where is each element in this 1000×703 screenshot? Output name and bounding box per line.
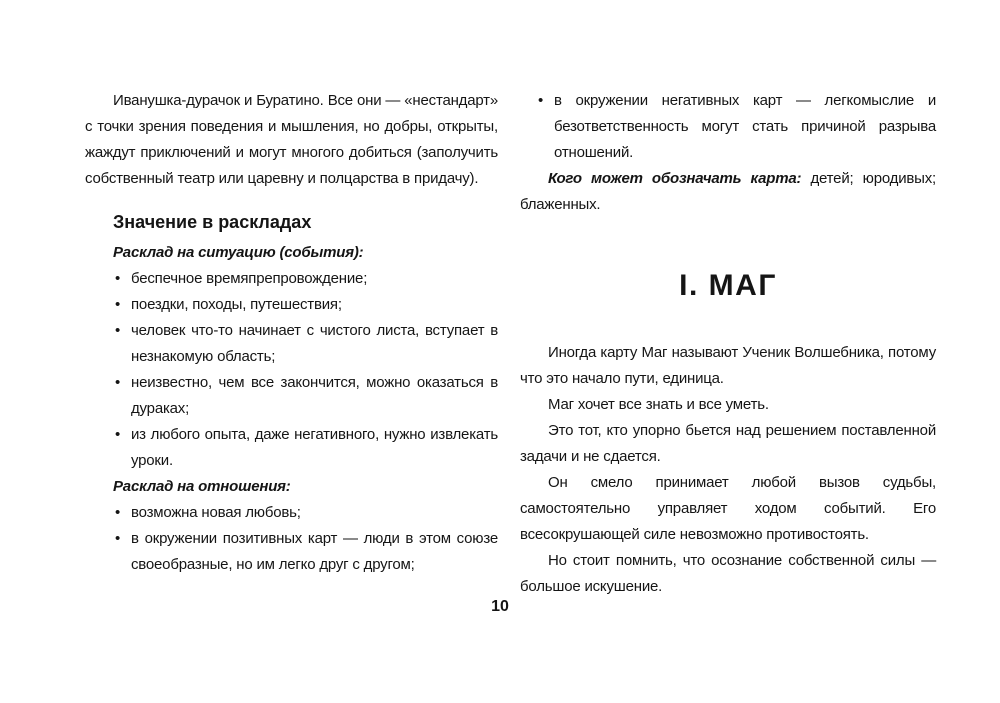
list-item	[115, 526, 498, 578]
bullet-text: беспечное времяпрепровождение;	[131, 270, 368, 287]
bullet-text: из любого опыта, даже негативного, нужно извлекать уроки.	[131, 426, 498, 469]
situation-bullet-list	[115, 266, 498, 474]
bullet-icon: •	[115, 530, 121, 547]
list-item	[115, 500, 498, 526]
bullet-icon: •	[115, 270, 121, 287]
card-meaning-paragraph	[520, 166, 936, 218]
intro-paragraph: Иванушка-дурачок и Буратино. Все они — «нестандарт» с точки зрения поведения и мышления, но добры, открыты, жаждут приключений и могут многого добиться (заполучить собственный театр или царевну и полцарства в придачу).	[85, 92, 498, 187]
bullet-text: человек что-то начинает с чистого листа, вступает в незнакомую область;	[131, 322, 498, 365]
bullet-icon: •	[538, 92, 544, 109]
chapter-paragraph: Это тот, кто упорно бьется над решением поставленной задачи и не сдается.	[520, 422, 936, 465]
card-meaning-label: Кого может обозначать карта:	[548, 170, 802, 187]
bullet-text: поездки, походы, путешествия;	[131, 296, 342, 313]
relations-bullet-list-continued	[538, 88, 936, 166]
list-item	[115, 266, 498, 292]
list-item	[115, 370, 498, 422]
list-item	[115, 318, 498, 370]
relations-bullet-list	[115, 500, 498, 578]
bullet-icon: •	[115, 426, 121, 443]
right-column	[520, 88, 936, 600]
bullet-icon: •	[115, 296, 121, 313]
bullet-text: неизвестно, чем все закончится, можно оказаться в дураках;	[131, 374, 498, 417]
bullet-icon: •	[115, 322, 121, 339]
chapter-paragraph: Иногда карту Маг называют Ученик Волшебника, потому что это начало пути, единица.	[520, 344, 936, 387]
bullet-icon: •	[115, 374, 121, 391]
page-number: 10	[491, 598, 509, 615]
card-meaning-text: детей; юродивых; блаженных.	[520, 170, 936, 213]
subheading-situation: Расклад на ситуацию (события):	[113, 244, 364, 261]
chapter-paragraph: Он смело принимает любой вызов судьбы, самостоятельно управляет ходом событий. Его всесокрушающей силе невозможно противостоять.	[520, 474, 936, 543]
bullet-icon: •	[115, 504, 121, 521]
subheading-relations: Расклад на отношения:	[113, 478, 291, 495]
chapter-paragraph: Маг хочет все знать и все уметь.	[548, 396, 769, 413]
list-item	[115, 422, 498, 474]
chapter-paragraph: Но стоит помнить, что осознание собственной силы — большое искушение.	[520, 552, 936, 595]
left-column	[85, 88, 498, 578]
bullet-text: в окружении позитивных карт — люди в этом союзе своеобразные, но им легко друг с другом;	[131, 530, 498, 573]
list-item	[538, 88, 936, 166]
chapter-title: I. МАГ	[679, 269, 777, 302]
list-item	[115, 292, 498, 318]
bullet-text: возможна новая любовь;	[131, 504, 301, 521]
bullet-text: в окружении негативных карт — легкомыслие и безответственность могут стать причиной разрыва отношений.	[554, 92, 936, 161]
section-heading: Значение в раскладах	[113, 212, 312, 232]
